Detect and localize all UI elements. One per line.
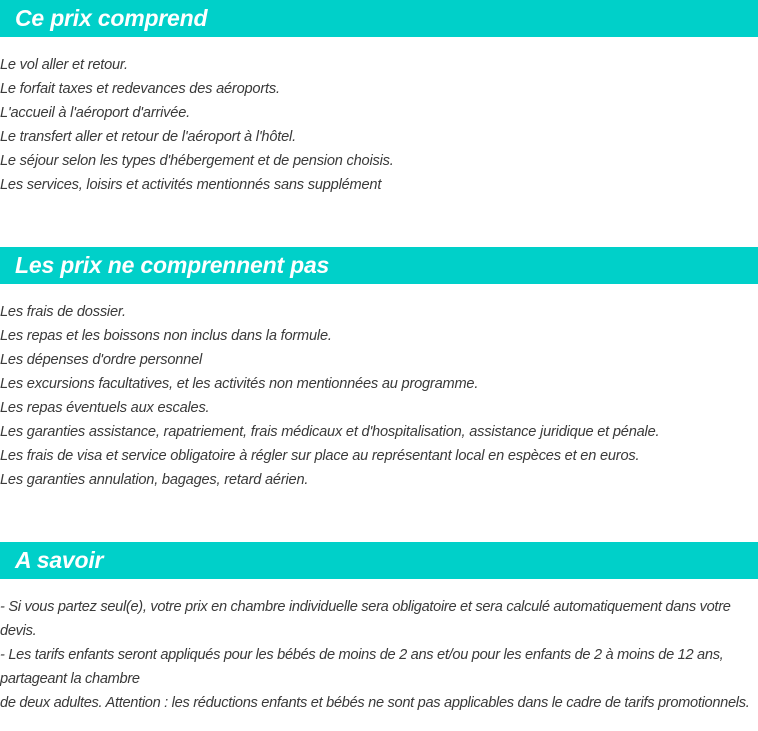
list-item: Les services, loisirs et activités mentionnés sans supplément [0,177,382,193]
list-item: Les frais de visa et service obligatoire à régler sur place au représentant local en espèces et en euros. [0,448,640,464]
list-item: Les garanties assistance, rapatriement, frais médicaux et d'hospitalisation, assistance juridique et pénale. [0,424,660,440]
list-item: Les repas et les boissons non inclus dans la formule. [0,328,332,344]
section-title: Ce prix comprend [15,5,208,31]
good-to-know-text [0,595,758,715]
section-header-good-to-know [0,542,758,579]
info-paragraph: - Si vous partez seul(e), votre prix en chambre individuelle sera obligatoire et sera calculé automatiquement dans votre devis. [0,599,731,639]
section-header-not-included [0,247,758,284]
section-title: Les prix ne comprennent pas [15,252,330,278]
list-item: Les garanties annulation, bagages, retard aérien. [0,472,309,488]
list-item: Le vol aller et retour. [0,57,128,73]
included-list [0,53,394,197]
section-header-included [0,0,758,37]
info-paragraph: - Les tarifs enfants seront appliqués pour les bébés de moins de 2 ans et/ou pour les enfants de 2 à moins de 12 ans, partageant la chambre [0,647,724,687]
list-item: L'accueil à l'aéroport d'arrivée. [0,105,190,121]
not-included-list [0,300,659,492]
list-item: Les frais de dossier. [0,304,126,320]
list-item: Le forfait taxes et redevances des aéroports. [0,81,280,97]
list-item: Le séjour selon les types d'hébergement et de pension choisis. [0,153,394,169]
info-paragraph: de deux adultes. Attention : les réductions enfants et bébés ne sont pas applicables dans le cadre de tarifs promotionnels. [0,695,750,711]
list-item: Le transfert aller et retour de l'aéroport à l'hôtel. [0,129,296,145]
list-item: Les dépenses d'ordre personnel [0,352,203,368]
list-item: Les excursions facultatives, et les activités non mentionnées au programme. [0,376,479,392]
section-title: A savoir [15,547,104,573]
list-item: Les repas éventuels aux escales. [0,400,210,416]
